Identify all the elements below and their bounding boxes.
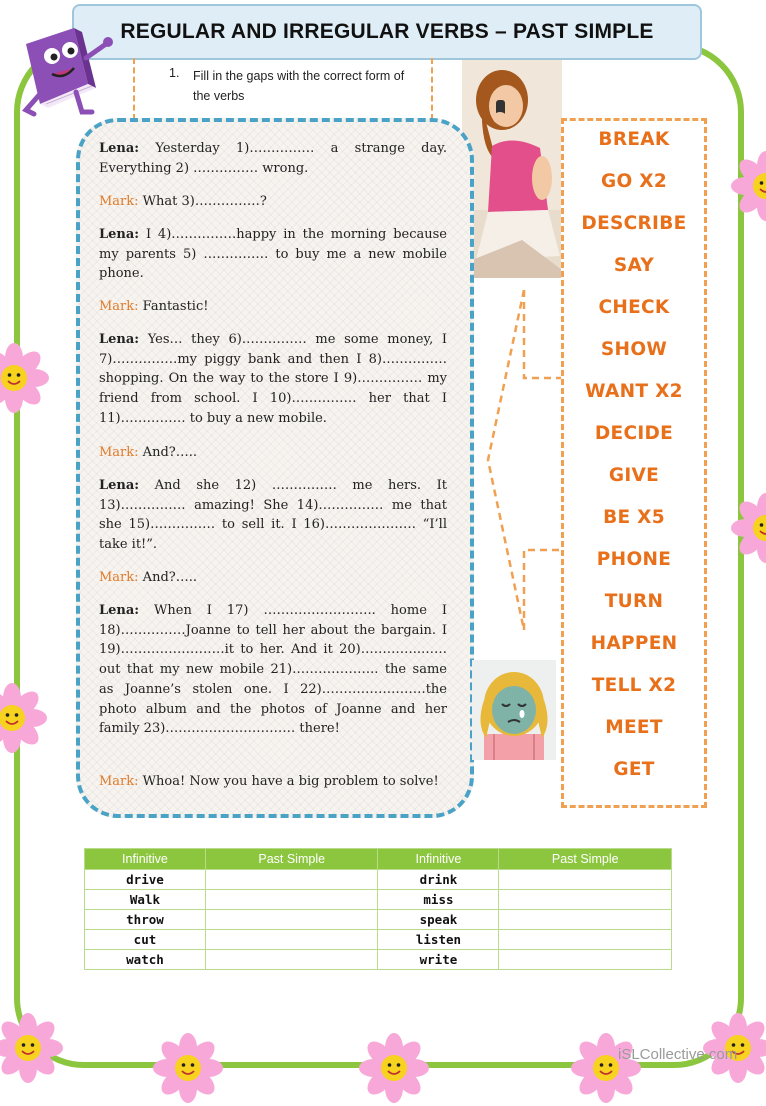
verb-item: HAPPEN	[590, 633, 678, 654]
infinitive-cell: listen	[378, 930, 499, 950]
girl-on-phone-photo	[462, 60, 562, 278]
verb-table	[84, 848, 672, 970]
flower-icon	[728, 490, 766, 566]
verb-bank	[561, 118, 707, 808]
dialogue-turn	[99, 772, 447, 792]
dialogue-text: When I 17) …………………….. home I 18)……………Joanne to tell her about the bargain. I 19)……………………it to her. And it 20)…………..……out that my new mobile 21)……………….. the same as Joanne’s stolen one. I 22)……………………the photo album and the photos of Joanne and her family 23)………………………… there!	[99, 603, 447, 737]
speaker-mark: Mark:	[99, 570, 139, 585]
dialogue-text: Yesterday 1)…………… a strange day. Everything 2) …………… wrong.	[99, 141, 447, 176]
dialogue-text: Fantastic!	[138, 299, 209, 314]
verb-item: SAY	[613, 255, 655, 276]
verb-item: WANT X2	[585, 381, 683, 402]
verb-item: DECIDE	[594, 423, 674, 444]
column-header: Infinitive	[378, 849, 499, 870]
infinitive-cell: miss	[378, 890, 499, 910]
verb-item: CHECK	[598, 297, 670, 318]
past-simple-blank[interactable]	[499, 870, 672, 890]
instruction-text: Fill in the gaps with the correct form of the verbs	[193, 69, 405, 103]
past-simple-blank[interactable]	[205, 950, 378, 970]
verb-item: GET	[613, 759, 655, 780]
past-simple-blank[interactable]	[205, 910, 378, 930]
speaker-lena: Lena:	[99, 332, 140, 347]
dialogue-text: Whoa! Now you have a big problem to solve!	[138, 774, 439, 789]
column-header: Infinitive	[85, 849, 206, 870]
speaker-lena: Lena:	[99, 141, 140, 156]
dialogue-text: Yes… they 6)…………… me some money, I 7)……………my piggy bank and then I 8)…………… shopping. On the way to the store I 9)…………… my friend from school. I 10)…………… her that I 11)…………… to buy a new mobile.	[99, 332, 447, 426]
flower-icon	[150, 1030, 226, 1106]
dialogue-text: What 3)……………?	[138, 194, 267, 209]
dialogue-turn	[99, 476, 447, 555]
speaker-lena: Lena:	[99, 227, 140, 242]
instruction-number: 1.	[169, 66, 180, 80]
infinitive-cell: Walk	[85, 890, 206, 910]
crying-girl-icon	[472, 660, 556, 760]
dialogue-text: I 4)……………happy in the morning because my parents 5) …………… to buy me a new mobile phone.	[99, 227, 447, 282]
table-row	[85, 890, 672, 910]
flower-icon	[0, 680, 50, 756]
dialogue-turn	[99, 225, 447, 284]
infinitive-cell: speak	[378, 910, 499, 930]
title-banner	[72, 4, 702, 60]
dialogue-turn	[99, 443, 447, 463]
infinitive-cell: throw	[85, 910, 206, 930]
column-header: Past Simple	[499, 849, 672, 870]
past-simple-blank[interactable]	[205, 870, 378, 890]
past-simple-blank[interactable]	[205, 930, 378, 950]
table-row	[85, 930, 672, 950]
past-simple-blank[interactable]	[499, 950, 672, 970]
flower-icon	[728, 148, 766, 224]
flower-icon	[356, 1030, 432, 1106]
page-title: REGULAR AND IRREGULAR VERBS – PAST SIMPLE	[120, 20, 654, 43]
verb-item: TURN	[604, 591, 664, 612]
table-header-row	[85, 849, 672, 870]
infinitive-cell: drink	[378, 870, 499, 890]
verb-item: MEET	[605, 717, 663, 738]
dialogue-turn	[99, 139, 447, 178]
table-row	[85, 950, 672, 970]
verb-item: PHONE	[596, 549, 672, 570]
infinitive-cell: cut	[85, 930, 206, 950]
dialogue-turn	[99, 601, 447, 739]
instruction-box	[133, 58, 433, 120]
verb-item: GO X2	[601, 171, 667, 192]
book-mascot-icon	[16, 14, 116, 118]
flower-icon	[568, 1030, 644, 1106]
speaker-mark: Mark:	[99, 774, 139, 789]
column-header: Past Simple	[205, 849, 378, 870]
dialogue-text: And?…..	[138, 570, 197, 585]
dialogue-turn	[99, 192, 447, 212]
past-simple-blank[interactable]	[499, 910, 672, 930]
past-simple-blank[interactable]	[499, 930, 672, 950]
verb-item: TELL X2	[591, 675, 677, 696]
table-row	[85, 910, 672, 930]
table-row	[85, 870, 672, 890]
verb-item: SHOW	[600, 339, 668, 360]
dialogue-text: And she 12) …………… me hers. It 13)…………… amazing! She 14)…………… me that she 15)…………… to sell it. I 16)………………… “I’ll take it!”.	[99, 478, 447, 553]
infinitive-cell: watch	[85, 950, 206, 970]
past-simple-blank[interactable]	[499, 890, 672, 910]
connector-lines	[486, 290, 566, 640]
watermark: iSLCollective.com	[618, 1046, 738, 1063]
dialogue-turn	[99, 568, 447, 588]
dialogue-text: And?…..	[138, 445, 197, 460]
speaker-lena: Lena:	[99, 478, 140, 493]
dialogue-turn	[99, 330, 447, 429]
verb-item: GIVE	[608, 465, 660, 486]
infinitive-cell: write	[378, 950, 499, 970]
infinitive-cell: drive	[85, 870, 206, 890]
past-simple-blank[interactable]	[205, 890, 378, 910]
verb-item: DESCRIBE	[581, 213, 687, 234]
dialogue-turn	[99, 297, 447, 317]
flower-icon	[0, 340, 52, 416]
verb-item: BREAK	[598, 129, 670, 150]
speaker-mark: Mark:	[99, 194, 139, 209]
speaker-lena: Lena:	[99, 603, 140, 618]
speaker-mark: Mark:	[99, 445, 139, 460]
verb-item: BE X5	[603, 507, 665, 528]
flower-icon	[0, 1010, 66, 1086]
speaker-mark: Mark:	[99, 299, 139, 314]
